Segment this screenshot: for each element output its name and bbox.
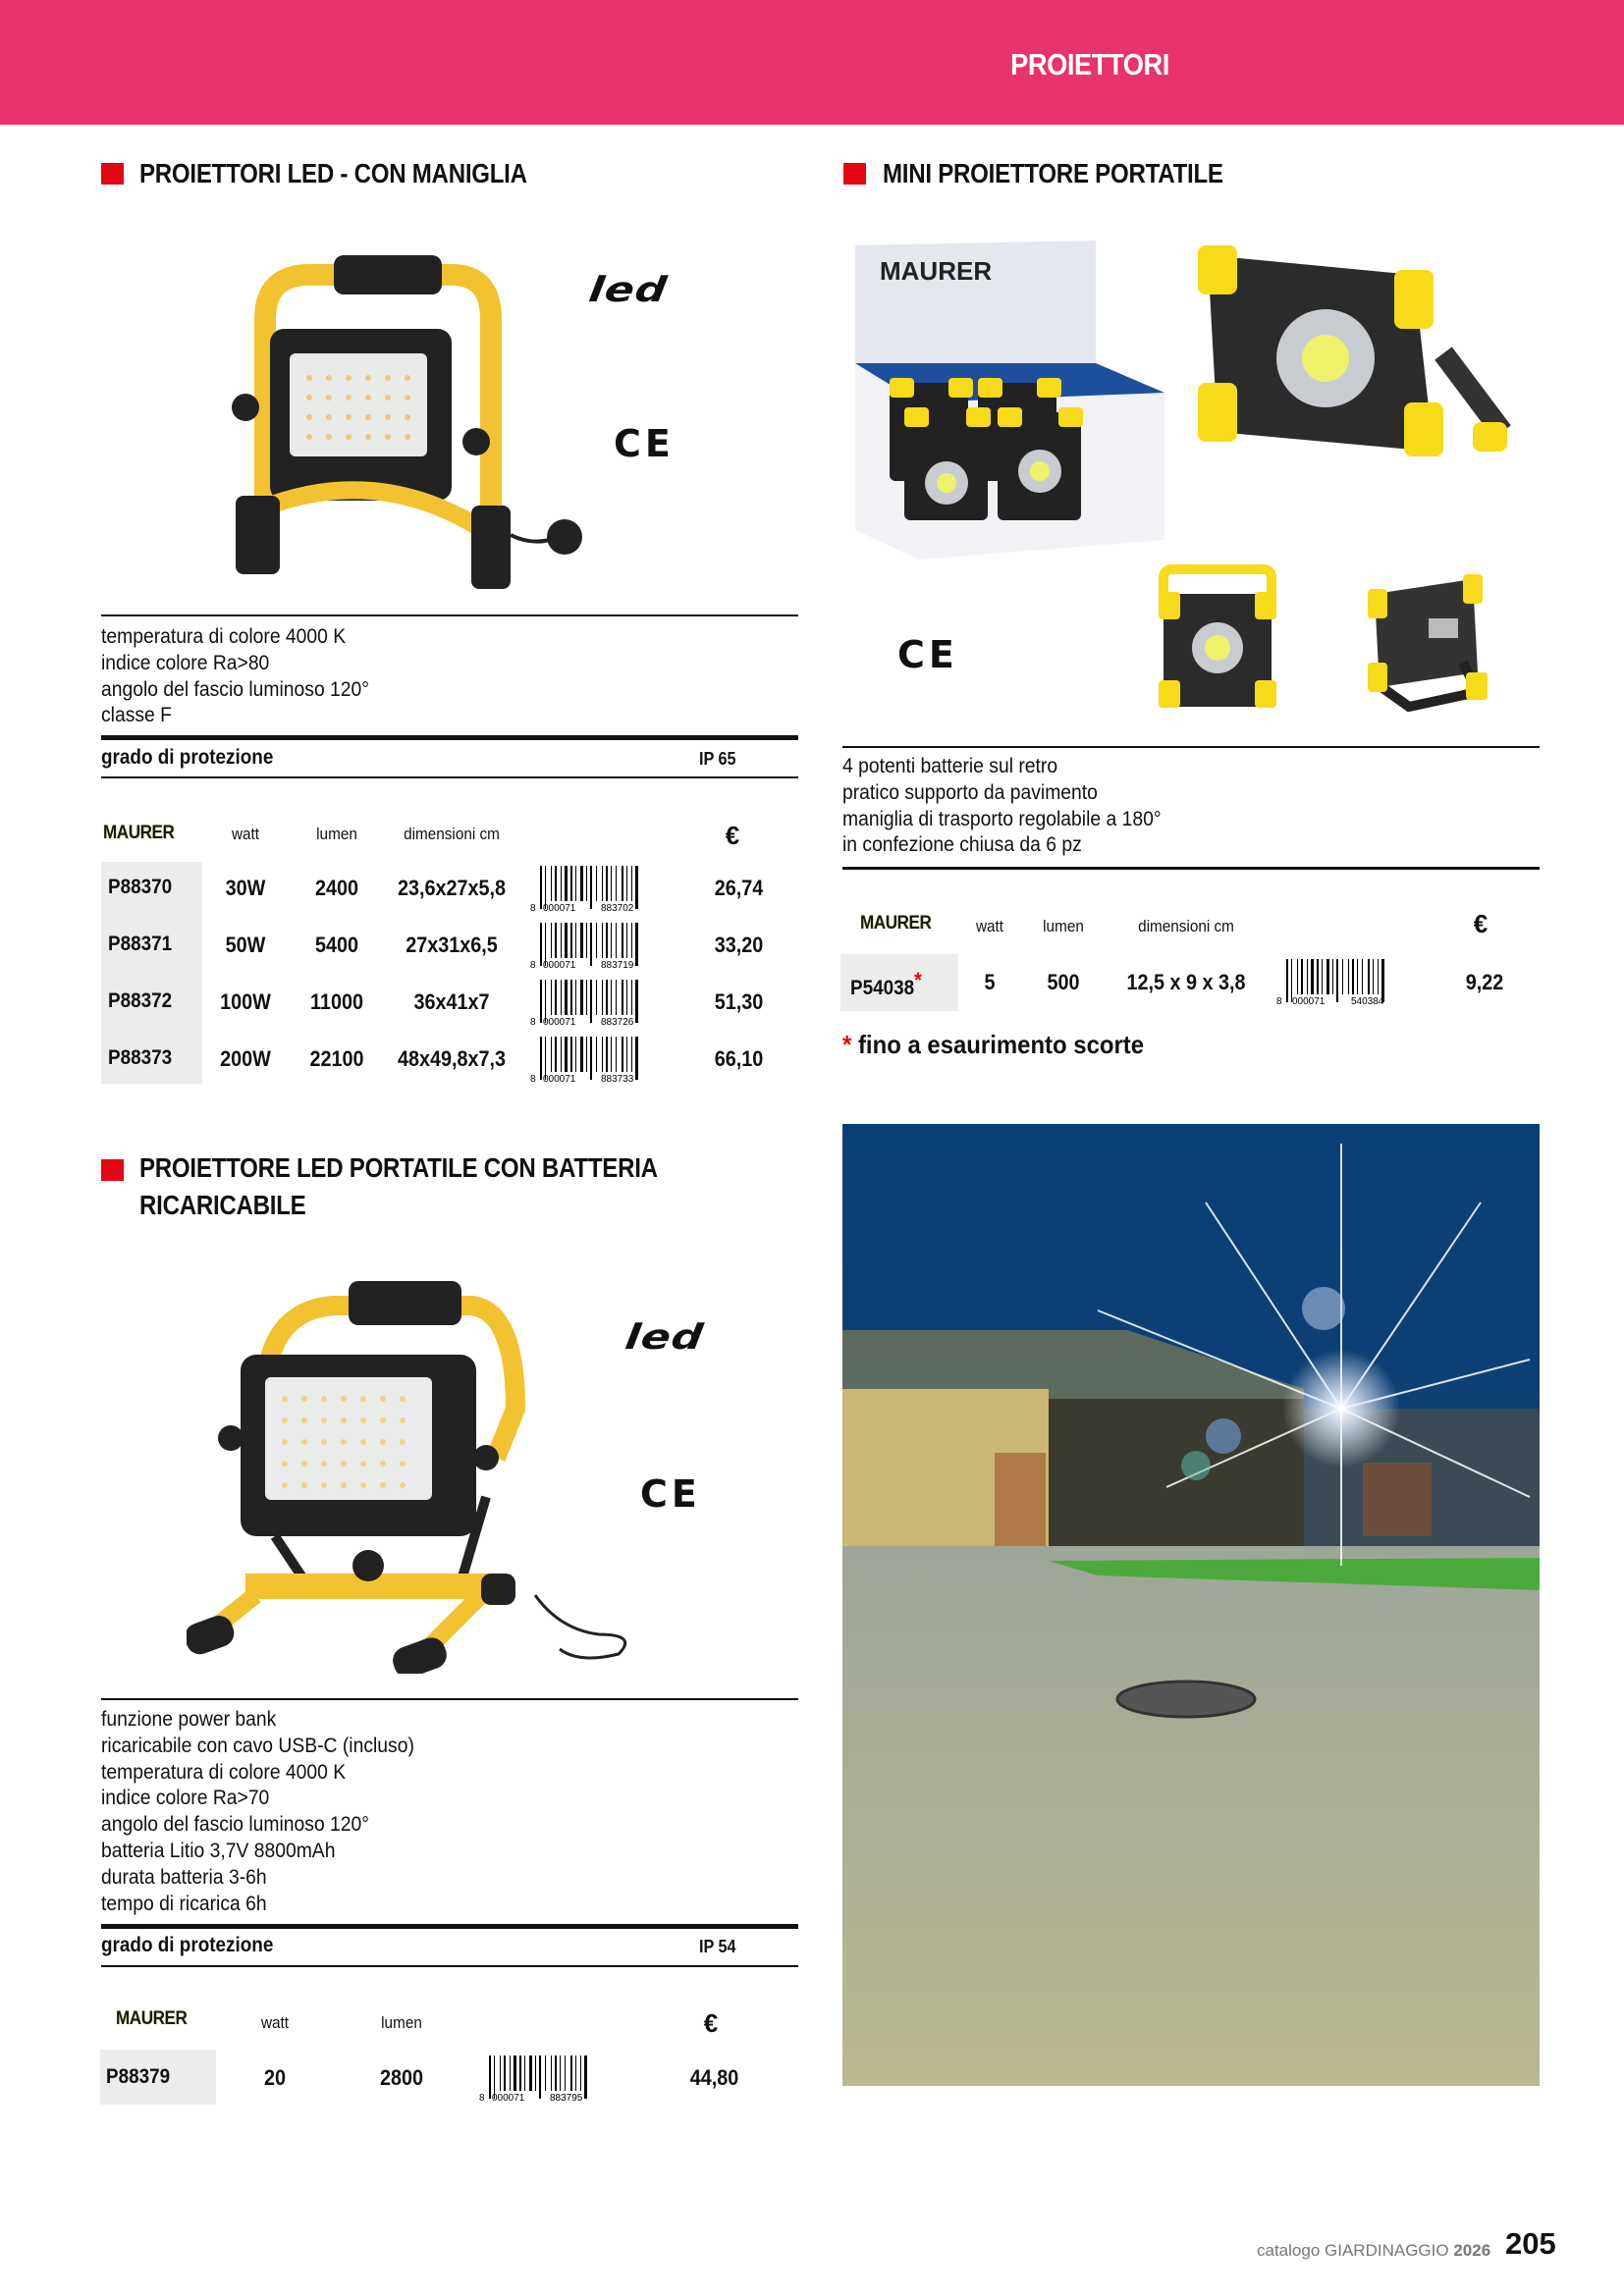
footnote	[842, 1030, 1144, 1060]
protection-label: grado di protezione	[101, 1934, 274, 1956]
price-value: 66,10	[714, 1046, 764, 1071]
barcode-bar	[519, 2056, 521, 2091]
barcode-bar	[570, 2056, 572, 2091]
product-code	[850, 968, 922, 1000]
barcode-bar	[561, 923, 562, 958]
col-header-watt: watt	[260, 2013, 290, 2032]
brand-logo: MAURER	[103, 823, 175, 843]
col-header-watt: watt	[975, 917, 1004, 935]
barcode-bar	[586, 866, 587, 901]
feature-line: in confezione chiusa da 6 pz	[842, 833, 1082, 857]
divider-thick	[101, 735, 798, 740]
barcode-bar	[535, 2056, 536, 2091]
category-title: PROIETTORI	[1010, 47, 1169, 81]
barcode-bar	[565, 2056, 566, 2091]
section-title-portable-battery	[139, 1149, 658, 1224]
feature-line: tempo di ricarica 6h	[101, 1892, 267, 1915]
barcode-bar	[586, 980, 587, 1015]
barcode-bar	[596, 866, 597, 901]
product-code: P88370	[108, 876, 173, 898]
ean-digit-prefix: 8	[479, 2093, 485, 2103]
divider	[101, 1965, 798, 1967]
barcode-bar	[635, 866, 638, 909]
divider	[101, 614, 798, 616]
ean-digits-right: 540384	[1351, 996, 1384, 1006]
protection-value: IP 54	[699, 1937, 736, 1956]
barcode-bar	[602, 980, 603, 1015]
barcode-bar	[635, 1037, 638, 1080]
barcode-bar	[555, 923, 557, 958]
barcode-bar	[561, 980, 562, 1015]
led-badge: led	[623, 1317, 707, 1358]
barcode-bar	[596, 1037, 597, 1072]
col-header-watt: watt	[231, 825, 260, 843]
catalog-name: GIARDINAGGIO	[1325, 2241, 1449, 2260]
barcode-bar	[570, 923, 572, 958]
barcode-bar	[545, 2056, 546, 2091]
barcode-bar	[504, 2056, 506, 2091]
ean-digits-left: 000071	[1292, 996, 1326, 1006]
barcode-bar	[611, 866, 612, 901]
barcode-bar	[1368, 959, 1370, 994]
price-value: 9,22	[1465, 970, 1504, 994]
watt-value: 50W	[225, 933, 266, 957]
product-image-mini-floodlight	[1188, 236, 1512, 481]
barcode-bar	[1362, 959, 1363, 994]
barcode-bar	[606, 980, 608, 1015]
barcode-bar	[631, 866, 632, 901]
watt-value: 20	[263, 2065, 287, 2090]
barcode-bar	[529, 2056, 532, 2091]
barcode-graphic	[530, 921, 668, 970]
brand-logo: MAURER	[116, 2008, 188, 2029]
barcode-bar	[606, 923, 608, 958]
asterisk-mark: *	[914, 968, 922, 992]
feature-line: pratico supporto da pavimento	[842, 780, 1098, 804]
barcode-bar	[575, 980, 576, 1015]
lumen-value: 22100	[309, 1046, 364, 1071]
feature-line: ricaricabile con cavo USB-C (incluso)	[101, 1734, 414, 1757]
col-header-price: €	[725, 821, 740, 850]
barcode-bar	[575, 866, 576, 901]
barcode-bar	[551, 1037, 552, 1072]
barcode-bar	[635, 923, 638, 966]
barcode-bar	[555, 980, 557, 1015]
watt-value: 100W	[220, 989, 271, 1014]
barcode-bar	[590, 980, 592, 1023]
barcode-bar	[1301, 959, 1303, 994]
ean-digits-right: 883726	[601, 1017, 634, 1027]
barcode-bar	[1326, 959, 1329, 994]
product-code: P88371	[108, 933, 173, 955]
barcode-bar	[555, 1037, 557, 1072]
barcode-bar	[1311, 959, 1314, 994]
footnote-text: fino a esaurimento scorte	[857, 1030, 1145, 1059]
barcode-bar	[586, 923, 587, 958]
barcode-bar	[540, 1037, 542, 1080]
product-code: P88379	[106, 2065, 171, 2088]
barcode-bar	[590, 923, 592, 966]
ean-digits-right: 883733	[601, 1074, 634, 1084]
barcode-bar	[606, 866, 608, 901]
barcode-bar	[584, 2056, 587, 2099]
barcode-bar	[1342, 959, 1343, 994]
barcode-bar	[590, 866, 592, 909]
product-code: P88373	[108, 1046, 173, 1069]
ean-digit-prefix: 8	[1276, 996, 1282, 1006]
barcode-bar	[1317, 959, 1319, 994]
ean-digits-left: 000071	[543, 1017, 576, 1027]
barcode-bar	[626, 980, 627, 1015]
barcode-bar	[635, 980, 638, 1023]
ambient-photo-night-courtyard	[842, 1124, 1540, 2086]
barcode-bar	[602, 923, 603, 958]
barcode-bar	[626, 1037, 627, 1072]
barcode-bar	[616, 980, 617, 1015]
barcode-bar	[580, 866, 583, 901]
barcode-bar	[561, 866, 562, 901]
barcode-bar	[570, 980, 572, 1015]
divider	[842, 746, 1540, 748]
dimensions-value: 36x41x7	[413, 989, 490, 1014]
barcode-bar	[489, 2056, 491, 2099]
protection-value: IP 65	[699, 749, 736, 769]
feature-line: temperatura di colore 4000 K	[101, 1760, 347, 1784]
barcode-bar	[596, 923, 597, 958]
ce-mark: CE	[640, 1472, 701, 1516]
barcode-graphic	[530, 1035, 668, 1084]
ean-digits-left: 000071	[543, 960, 576, 970]
feature-line: maniglia di trasporto regolabile a 180°	[842, 807, 1162, 830]
section-title-mini-proiettore: MINI PROIETTORE PORTATILE	[883, 158, 1223, 188]
feature-line: angolo del fascio luminoso 120°	[101, 1813, 370, 1837]
barcode-bar	[616, 866, 617, 901]
ce-mark: CE	[614, 422, 675, 465]
ean-digits-right: 883719	[601, 960, 634, 970]
barcode-graphic	[530, 978, 668, 1027]
barcode-bar	[590, 1037, 592, 1080]
barcode-bar	[626, 866, 627, 901]
protection-label: grado di protezione	[101, 746, 274, 769]
lumen-value: 11000	[310, 989, 363, 1014]
lumen-value: 2400	[314, 876, 359, 900]
barcode-bar	[1357, 959, 1358, 994]
catalog-prefix: catalogo	[1257, 2241, 1321, 2260]
barcode-bar	[560, 2056, 561, 2091]
ean-digit-prefix: 8	[530, 960, 536, 970]
features-list	[842, 754, 1189, 859]
features-list	[101, 1707, 442, 1917]
ean-barcode	[479, 2054, 617, 2103]
barcode-bar	[1348, 959, 1349, 994]
section-marker-square	[843, 163, 866, 185]
barcode-bar	[555, 866, 557, 901]
watt-value: 5	[984, 970, 996, 994]
section-marker-square	[101, 1159, 124, 1181]
barcode-bar	[1286, 959, 1288, 1002]
barcode-bar	[565, 866, 568, 901]
ean-digit-prefix: 8	[530, 903, 536, 913]
ean-digits-left: 000071	[492, 2093, 525, 2103]
feature-line: funzione power bank	[101, 1708, 277, 1731]
lumen-value: 2800	[379, 2065, 424, 2090]
barcode-bar	[561, 1037, 562, 1072]
barcode-bar	[524, 2056, 525, 2091]
divider	[101, 776, 798, 778]
catalog-label	[1257, 2241, 1490, 2261]
col-header-dimensions: dimensioni cm	[1138, 917, 1234, 935]
barcode-bar	[540, 866, 542, 909]
barcode-bar	[1373, 959, 1374, 994]
barcode-bar	[565, 980, 568, 1015]
barcode-bar	[1352, 959, 1354, 994]
ean-barcode	[530, 1035, 668, 1084]
feature-line: batteria Litio 3,7V 8800mAh	[101, 1839, 336, 1862]
barcode-bar	[551, 923, 552, 958]
barcode-bar	[602, 866, 603, 901]
product-image-display-box	[850, 236, 1164, 560]
product-image-floodlight-handle	[177, 221, 589, 594]
barcode-graphic	[479, 2054, 617, 2103]
barcode-bar	[570, 866, 572, 901]
ean-barcode	[530, 978, 668, 1027]
feature-line: angolo del fascio luminoso 120°	[101, 677, 370, 701]
category-band	[0, 0, 1624, 125]
col-header-dimensions: dimensioni cm	[404, 825, 500, 843]
dimensions-value: 12,5 x 9 x 3,8	[1126, 970, 1246, 994]
features-list	[101, 624, 393, 729]
ean-barcode	[530, 921, 668, 970]
barcode-bar	[596, 980, 597, 1015]
led-badge: led	[586, 270, 671, 310]
barcode-bar	[631, 923, 632, 958]
section-title-proiettori-led: PROIETTORI LED - CON MANIGLIA	[139, 158, 527, 188]
col-header-lumen: lumen	[1043, 917, 1084, 935]
barcode-bar	[611, 923, 612, 958]
barcode-bar	[626, 923, 627, 958]
barcode-bar	[586, 1037, 587, 1072]
barcode-bar	[616, 1037, 617, 1072]
watt-value: 30W	[225, 876, 266, 900]
brand-logo: MAURER	[860, 913, 932, 934]
ean-digit-prefix: 8	[530, 1074, 536, 1084]
divider	[842, 867, 1540, 870]
feature-line: 4 potenti batterie sul retro	[842, 755, 1058, 777]
dimensions-value: 23,6x27x5,8	[397, 876, 507, 900]
catalog-year: 2026	[1453, 2241, 1491, 2260]
section-title-line: RICARICABILE	[139, 1190, 306, 1220]
dimensions-value: 27x31x6,5	[406, 933, 498, 957]
ean-barcode	[530, 864, 668, 913]
barcode-bar	[514, 2056, 516, 2091]
barcode-bar	[1332, 959, 1333, 994]
barcode-bar	[622, 866, 623, 901]
dimensions-value: 48x49,8x7,3	[397, 1046, 507, 1071]
product-image-mini-back	[1350, 564, 1497, 712]
lumen-value: 500	[1047, 970, 1080, 994]
barcode-bar	[575, 923, 576, 958]
divider-thick	[101, 1924, 798, 1929]
lumen-value: 5400	[314, 933, 359, 957]
barcode-bar	[540, 980, 542, 1023]
price-value: 44,80	[689, 2065, 739, 2090]
barcode-bar	[631, 980, 632, 1015]
barcode-bar	[580, 980, 583, 1015]
barcode-bar	[555, 2056, 557, 2091]
barcode-bar	[580, 923, 583, 958]
col-header-lumen: lumen	[316, 825, 357, 843]
barcode-graphic	[530, 864, 668, 913]
barcode-bar	[622, 980, 623, 1015]
section-marker-square	[101, 163, 124, 185]
product-code: P88372	[108, 989, 173, 1012]
feature-line: indice colore Ra>80	[101, 651, 270, 674]
barcode-bar	[539, 2056, 541, 2099]
barcode-bar	[551, 866, 552, 901]
barcode-bar	[631, 1037, 632, 1072]
barcode-bar	[580, 1037, 583, 1072]
box-brand-text: MAURER	[880, 256, 993, 286]
barcode-bar	[616, 923, 617, 958]
barcode-bar	[1336, 959, 1338, 1002]
divider	[101, 1698, 798, 1700]
feature-line: indice colore Ra>70	[101, 1787, 270, 1810]
barcode-bar	[611, 980, 612, 1015]
price-value: 51,30	[714, 989, 764, 1014]
barcode-bar	[602, 1037, 603, 1072]
col-header-price: €	[1473, 909, 1489, 938]
price-value: 33,20	[714, 933, 764, 957]
barcode-bar	[500, 2056, 501, 2091]
page-number: 205	[1505, 2226, 1556, 2261]
ean-digit-prefix: 8	[530, 1017, 536, 1027]
ean-digits-right: 883795	[550, 2093, 583, 2103]
barcode-bar	[622, 1037, 623, 1072]
barcode-bar	[575, 1037, 576, 1072]
ce-mark: CE	[897, 633, 958, 676]
ean-digits-left: 000071	[543, 1074, 576, 1084]
product-code-text: P54038	[850, 977, 915, 999]
footnote-asterisk: *	[842, 1030, 852, 1059]
barcode-bar	[1297, 959, 1298, 994]
col-header-lumen: lumen	[381, 2013, 422, 2032]
barcode-bar	[565, 1037, 568, 1072]
col-header-price: €	[703, 2008, 719, 2038]
barcode-bar	[1307, 959, 1308, 994]
barcode-bar	[606, 1037, 608, 1072]
barcode-bar	[1378, 959, 1379, 994]
barcode-bar	[622, 923, 623, 958]
barcode-bar	[611, 1037, 612, 1072]
barcode-bar	[510, 2056, 511, 2091]
barcode-graphic	[1276, 957, 1424, 1006]
ean-barcode	[1276, 957, 1414, 1006]
feature-line: temperatura di colore 4000 K	[101, 625, 347, 648]
feature-line: durata batteria 3-6h	[101, 1865, 267, 1889]
feature-line: classe F	[101, 704, 172, 727]
price-value: 26,74	[714, 876, 764, 900]
barcode-bar	[570, 1037, 572, 1072]
section-title-line: PROIETTORE LED PORTATILE CON BATTERIA	[139, 1152, 658, 1183]
product-image-mini-front	[1149, 564, 1286, 712]
barcode-bar	[575, 2056, 576, 2091]
barcode-bar	[565, 923, 568, 958]
product-image-portable-floodlight	[187, 1261, 677, 1674]
ean-digits-left: 000071	[543, 903, 576, 913]
barcode-bar	[580, 2056, 581, 2091]
barcode-bar	[540, 923, 542, 966]
watt-value: 200W	[220, 1046, 271, 1071]
barcode-bar	[551, 980, 552, 1015]
barcode-bar	[1322, 959, 1323, 994]
ean-digits-right: 883702	[601, 903, 634, 913]
barcode-bar	[551, 2056, 552, 2091]
